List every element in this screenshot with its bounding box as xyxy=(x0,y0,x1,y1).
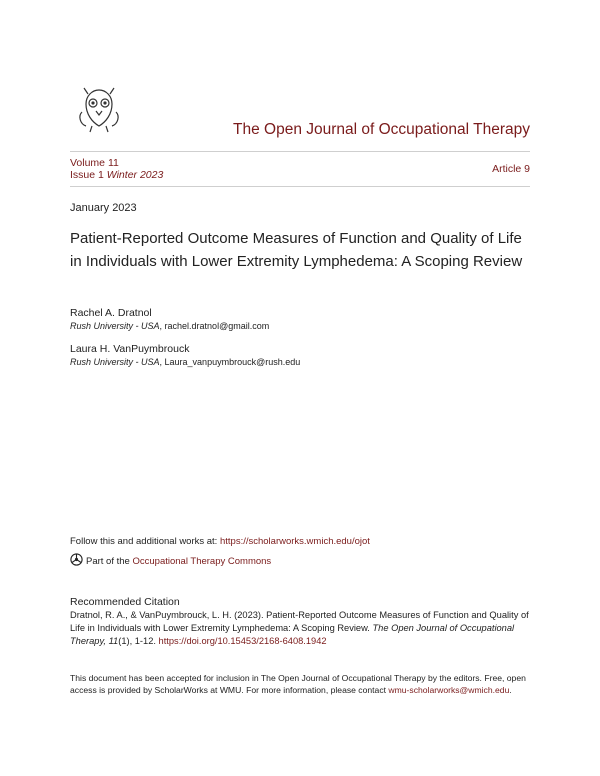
author-name[interactable]: Laura H. VanPuymbrouck xyxy=(70,343,190,355)
citation-journal: The Open Journal of Occupational Therapy, 11 xyxy=(70,623,515,646)
contact-email-link[interactable]: wmu-scholarworks@wmich.edu xyxy=(388,685,510,695)
part-of-line xyxy=(70,553,271,569)
journal-title[interactable]: The Open Journal of Occupational Therapy xyxy=(233,121,530,138)
follow-line xyxy=(70,536,370,547)
issue-label xyxy=(70,169,163,181)
access-notice xyxy=(70,672,532,696)
volume-divider xyxy=(70,186,530,187)
author-email: , rachel.dratnol@gmail.com xyxy=(159,321,270,331)
doi-link[interactable]: https://doi.org/10.15453/2168-6408.1942 xyxy=(158,636,327,646)
author-name[interactable]: Rachel A. Dratnol xyxy=(70,307,152,319)
author-institution: Rush University - USA xyxy=(70,357,160,367)
network-icon xyxy=(70,553,83,569)
citation-heading: Recommended Citation xyxy=(70,596,180,608)
author-affiliation xyxy=(70,321,269,331)
volume-issue[interactable] xyxy=(70,157,163,181)
publication-date: January 2023 xyxy=(70,202,137,214)
partof-prefix: Part of the xyxy=(86,555,133,567)
issue-season: Winter 2023 xyxy=(106,169,164,181)
journal-logo xyxy=(74,84,124,134)
author-institution: Rush University - USA xyxy=(70,321,160,331)
citation-issue: (1), 1-12. xyxy=(118,636,159,646)
author-affiliation xyxy=(70,357,300,367)
author-email: , Laura_vanpuymbrouck@rush.edu xyxy=(159,357,301,367)
notice-text: This document has been accepted for inclusion in The Open Journal of Occupational Therapy by the editors. Free, open access is provided by ScholarWorks at WMU. For more information, please contact xyxy=(70,673,526,695)
ojot-link[interactable]: https://scholarworks.wmich.edu/ojot xyxy=(219,536,370,547)
article-number[interactable]: Article 9 xyxy=(492,163,530,175)
occupational-therapy-commons-link[interactable]: Occupational Therapy Commons xyxy=(132,555,272,567)
article-title: Patient-Reported Outcome Measures of Function and Quality of Life in Individuals with Lower Extremity Lymphedema: A Scoping Review xyxy=(70,230,523,270)
volume-label: Volume 11 xyxy=(70,157,119,169)
citation-text xyxy=(70,609,532,648)
header-divider xyxy=(70,151,530,152)
issue-number: Issue 1 xyxy=(70,169,104,181)
notice-end: . xyxy=(509,685,512,695)
citation-body: Dratnol, R. A., & VanPuymbrouck, L. H. (2023). Patient-Reported Outcome Measures of Function and Quality of Life in Individuals with Lower Extremity Lymphedema: A Scoping Review. xyxy=(70,610,529,633)
follow-prefix: Follow this and additional works at: xyxy=(70,536,220,547)
